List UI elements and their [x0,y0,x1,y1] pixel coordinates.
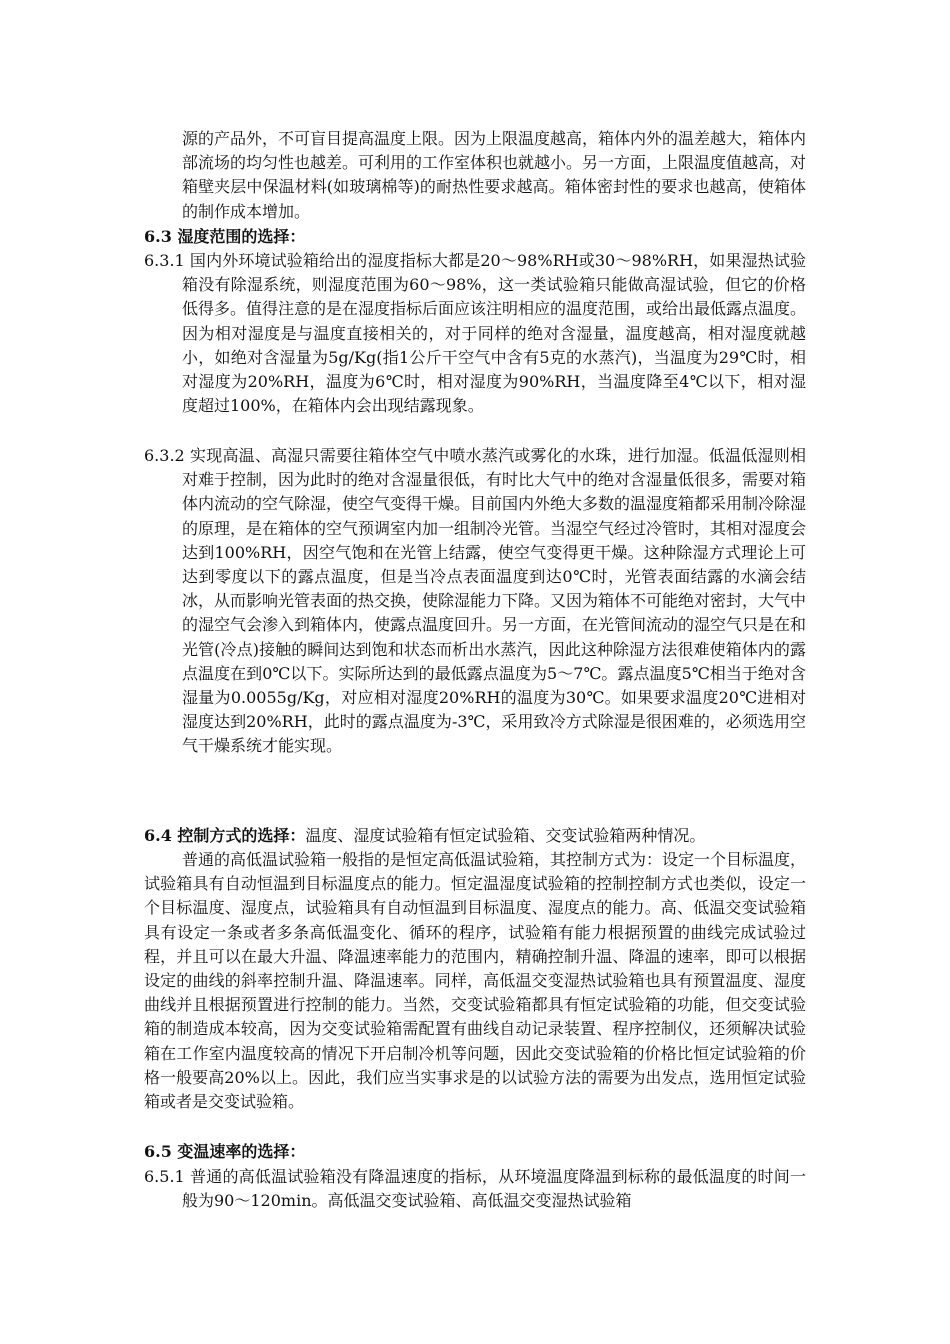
item-6-3-1: 6.3.1 国内外环境试验箱给出的湿度指标大都是20～98%RH或30～98%RH，如果湿热试验箱没有除湿系统，则湿度范围为60～98%，这一类试验箱只能做高湿试验，但它的价格低得多。值得注意的是在湿度指标后面应该注明相应的温度范围，或给出最低露点温度。因为相对湿度是与温度直接相关的，对于同样的绝对含湿量，温度越高，相对湿度就越小，如绝对含湿量为5g/Kg(指1公斤干空气中含有5克的水蒸汽)，当温度为29℃时，相对湿度为20%RH，温度为6℃时，相对湿度为90%RH，当温度降至4℃以下，相对湿度超过100%，在箱体内会出现结露现象。 [144,251,807,416]
item-6-3-2: 6.3.2 实现高温、高湿只需要往箱体空气中喷水蒸汽或雾化的水珠，进行加湿。低温低湿则相对难于控制，因为此时的绝对含湿量很低，有时比大气中的绝对含湿量低很多，需要对箱体内流动的空气除湿，使空气变得干燥。目前国内外绝大多数的温湿度箱都采用制冷除湿的原理，是在箱体的空气预调室内加一组制冷光管。当湿空气经过冷管时，其相对湿度会达到100%RH，因空气饱和在光管上结露，使空气变得更干燥。这种除湿方式理论上可达到零度以下的露点温度，但是当冷点表面温度到达0℃时，光管表面结露的水滴会结冰，从而影响光管表面的热交换，使除湿能力下降。又因为箱体不可能绝对密封，大气中的湿空气会渗入到箱体内，使露点温度回升。另一方面，在光管间流动的湿空气只是在和光管(冷点)接触的瞬间达到饱和状态而析出水蒸汽，因此这种除湿方法很难使箱体内的露点温度在到0℃以下。实际所达到的最低露点温度为5～7℃。露点温度5℃相当于绝对含湿量为0.0055g/Kg，对应相对湿度20%RH的温度为30℃。如果要求温度20℃进相对湿度达到20%RH，此时的露点温度为-3℃，采用致冷方式除湿是很困难的，必须选用空气干燥系统才能实现。 [144,446,807,756]
section-6-3-heading: 6.3 湿度范围的选择： [144,227,306,246]
item-6-5-1: 6.5.1 普通的高低温试验箱没有降温速度的指标，从环境温度降温到标称的最低温度的时间一般为90～120min。高低温交变试验箱、高低温交变湿热试验箱 [144,1167,806,1211]
section-6-5-heading: 6.5 变温速率的选择： [144,1142,306,1161]
section-6-4-heading-line [144,824,806,848]
section-6-4-heading: 6.4 控制方式的选择： [144,826,306,845]
top-continuation-paragraph: 源的产品外，不可盲目提高温度上限。因为上限温度越高，箱体内外的温差越大，箱体内部流场的均匀性也越差。可利用的工作室体积也就越小。另一方面，上限温度值越高，对箱壁夹层中保温材料(如玻璃棉等)的耐热性要求越高。箱体密封性的要求也越高，使箱体的制作成本增加。 [182,129,807,221]
section-6-4-paragraph: 普通的高低温试验箱一般指的是恒定高低温试验箱，其控制方式为：设定一个目标温度，试验箱具有自动恒温到目标温度点的能力。恒定温湿度试验箱的控制控制方式也类似，设定一个目标温度、湿度点，试验箱具有自动恒温到目标温度、湿度点的能力。高、低温交变试验箱具有设定一条或者多条高低温变化、循环的程序，试验箱有能力根据预置的曲线完成试验过程，并且可以在最大升温、降温速率能力的范围内，精确控制升温、降温的速率，即可以根据设定的曲线的斜率控制升温、降温速率。同样，高低温交变湿热试验箱也具有预置温度、湿度曲线并且根据预置进行控制的能力。当然，交变试验箱都具有恒定试验箱的功能，但交变试验箱的制造成本较高，因为交变试验箱需配置有曲线自动记录装置、程序控制仪，还须解决试验箱在工作室内温度较高的情况下开启制冷机等问题，因此交变试验箱的价格比恒定试验箱的价格一般要高20%以上。因此，我们应当实事求是的以试验方法的需要为出发点，选用恒定试验箱或者是交变试验箱。 [144,850,807,1112]
section-6-4-heading-tail: 温度、湿度试验箱有恒定试验箱、交变试验箱两种情况。 [305,826,706,845]
